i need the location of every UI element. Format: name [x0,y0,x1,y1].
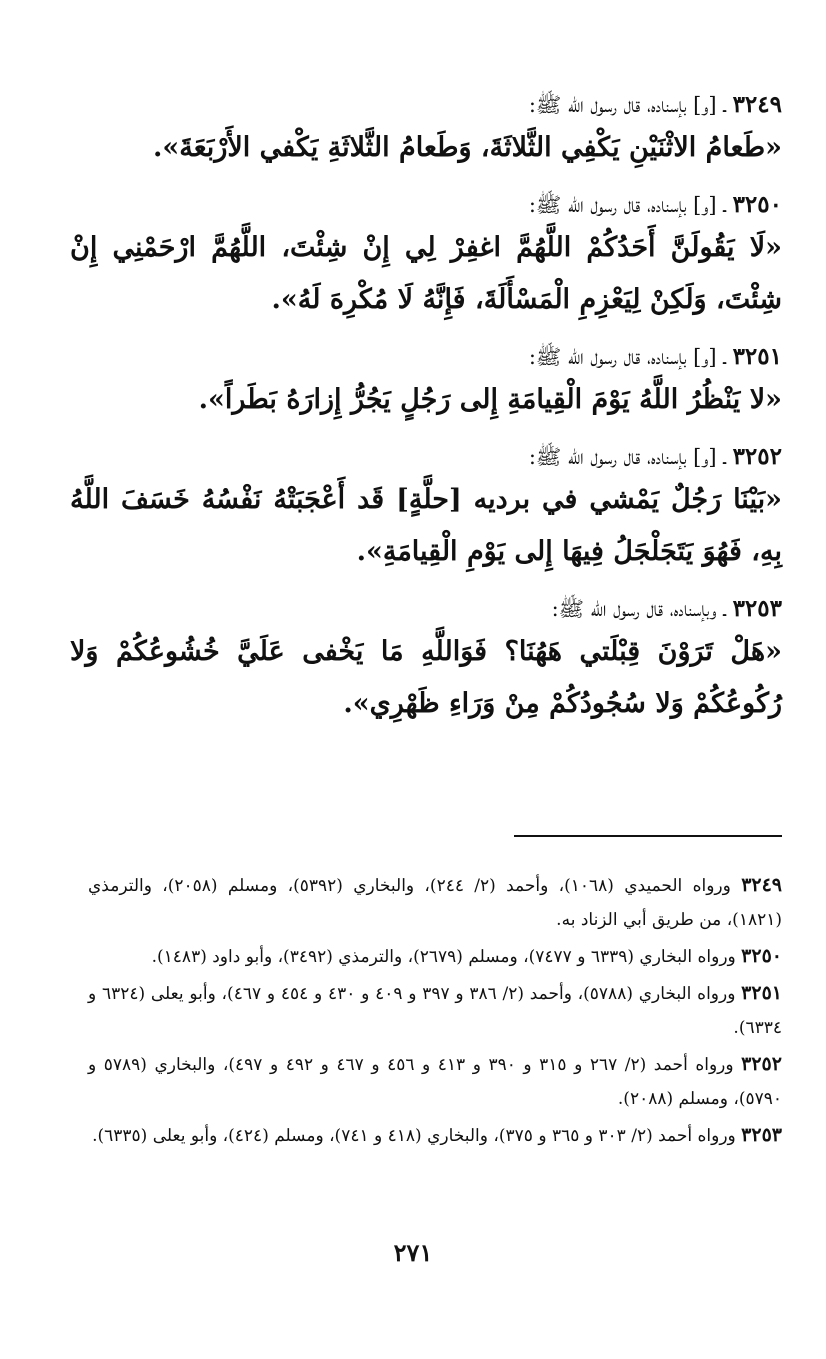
hadith-3249 [70,88,782,174]
hadith-intro: ـ [و] بإسناده، قال رسول الله ﷺ: [528,93,726,117]
footnote-3250 [88,939,782,974]
footnote-number: ٣٢٥٣ [741,1124,782,1146]
hadith-3251 [70,340,782,426]
hadith-3250 [70,188,782,326]
hadith-intro: ـ [و] بإسناده، قال رسول الله ﷺ: [528,445,726,469]
footnote-number: ٣٢٥٠ [741,945,782,967]
footnote-number: ٣٢٥١ [741,982,782,1004]
footnote-text: ورواه البخاري (٦٣٣٩ و ٧٤٧٧)، ومسلم (٢٦٧٩)، والترمذي (٣٤٩٢)، وأبو داود (١٤٨٣). [151,947,736,967]
footnote-text: ورواه أحمد (٢/ ٣٠٣ و ٣٦٥ و ٣٧٥)، والبخاري (٤١٨ و ٧٤١)، ومسلم (٤٢٤)، وأبو يعلى (٦٣٣٥). [92,1126,736,1146]
hadith-intro: ـ [و] بإسناده، قال رسول الله ﷺ: [528,193,726,217]
footnote-3249 [88,868,782,937]
hadith-intro: ـ وبإسناده، قال رسول الله ﷺ: [551,597,726,621]
hadith-number: ٣٢٤٩ [732,91,782,118]
hadith-3252 [70,440,782,578]
footnotes [88,868,782,1155]
hadith-header [70,188,782,222]
footnote-3253 [88,1118,782,1153]
hadith-3253 [70,592,782,730]
hadith-text: «لَا يَقُولَنَّ أَحَدُكُمْ اللَّهُمَّ اغفِرْ لِي إِنْ شِئْتَ، اللَّهُمَّ ارْحَمْنِي إِنْ شِئْتَ، وَلَكِنْ لِيَعْزِمِ الْمَسْأَلَةَ، فَإِنَّهُ لَا مُكْرِهَ لَهُ». [70,232,782,315]
footnote-3251 [88,976,782,1045]
hadith-header [70,88,782,122]
hadith-body [70,88,782,744]
footnote-number: ٣٢٥٢ [741,1053,782,1075]
hadith-number: ٣٢٥٣ [732,595,782,622]
hadith-header [70,340,782,374]
hadith-number: ٣٢٥١ [732,343,782,370]
hadith-intro: ـ [و] بإسناده، قال رسول الله ﷺ: [528,345,726,369]
hadith-number: ٣٢٥٠ [732,191,782,218]
footnote-3252 [88,1047,782,1116]
hadith-header [70,440,782,474]
footnote-text: ورواه الحميدي (١٠٦٨)، وأحمد (٢/ ٢٤٤)، والبخاري (٥٣٩٢)، ومسلم (٢٠٥٨)، والترمذي (١٨٢١)، من طريق أبي الزناد به. [88,876,782,930]
hadith-number: ٣٢٥٢ [732,443,782,470]
footnote-divider [514,835,782,837]
footnote-text: ورواه أحمد (٢/ ٢٦٧ و ٣١٥ و ٣٩٠ و ٤١٣ و ٤٥٦ و ٤٦٧ و ٤٩٢ و ٤٩٧)، والبخاري (٥٧٨٩ و ٥٧٩٠)، ومسلم (٢٠٨٨). [88,1055,782,1109]
page-number: ٢٧١ [393,1238,433,1267]
footnote-number: ٣٢٤٩ [741,874,783,896]
hadith-text: «لا يَنْظُرُ اللَّهُ يَوْمَ الْقِيامَةِ إِلى رَجُلٍ يَجُرُّ إِزارَهُ بَطَراً». [198,384,782,415]
hadith-header [70,592,782,626]
hadith-text: «هَلْ تَرَوْنَ قِبْلَتي هَهُنَا؟ فَوَاللَّهِ مَا يَخْفى عَلَيَّ خُشُوعُكُمْ وَلا رُكُوعُكُمْ وَلا سُجُودُكُمْ مِنْ وَرَاءِ ظَهْرِي». [70,636,782,719]
hadith-text: «بَيْنَا رَجُلٌ يَمْشي في برديه [حلَّةٍ] قَد أَعْجَبَتْهُ نَفْسُهُ خَسَفَ اللَّهُ بِهِ، فَهُوَ يَتَجَلْجَلُ فِيهَا إِلى يَوْمِ الْقِيامَةِ». [70,484,782,567]
footnote-text: ورواه البخاري (٥٧٨٨)، وأحمد (٢/ ٣٨٦ و ٣٩٧ و ٤٠٩ و ٤٣٠ و ٤٥٤ و ٤٦٧)، وأبو يعلى (٦٣٢٤ و ٦٣٣٤). [88,984,782,1038]
hadith-text: «طَعامُ الاثْنَيْنِ يَكْفِي الثَّلاثَةَ، وَطَعامُ الثَّلاثَةِ يَكْفي الأَرْبَعَةَ». [153,132,782,163]
